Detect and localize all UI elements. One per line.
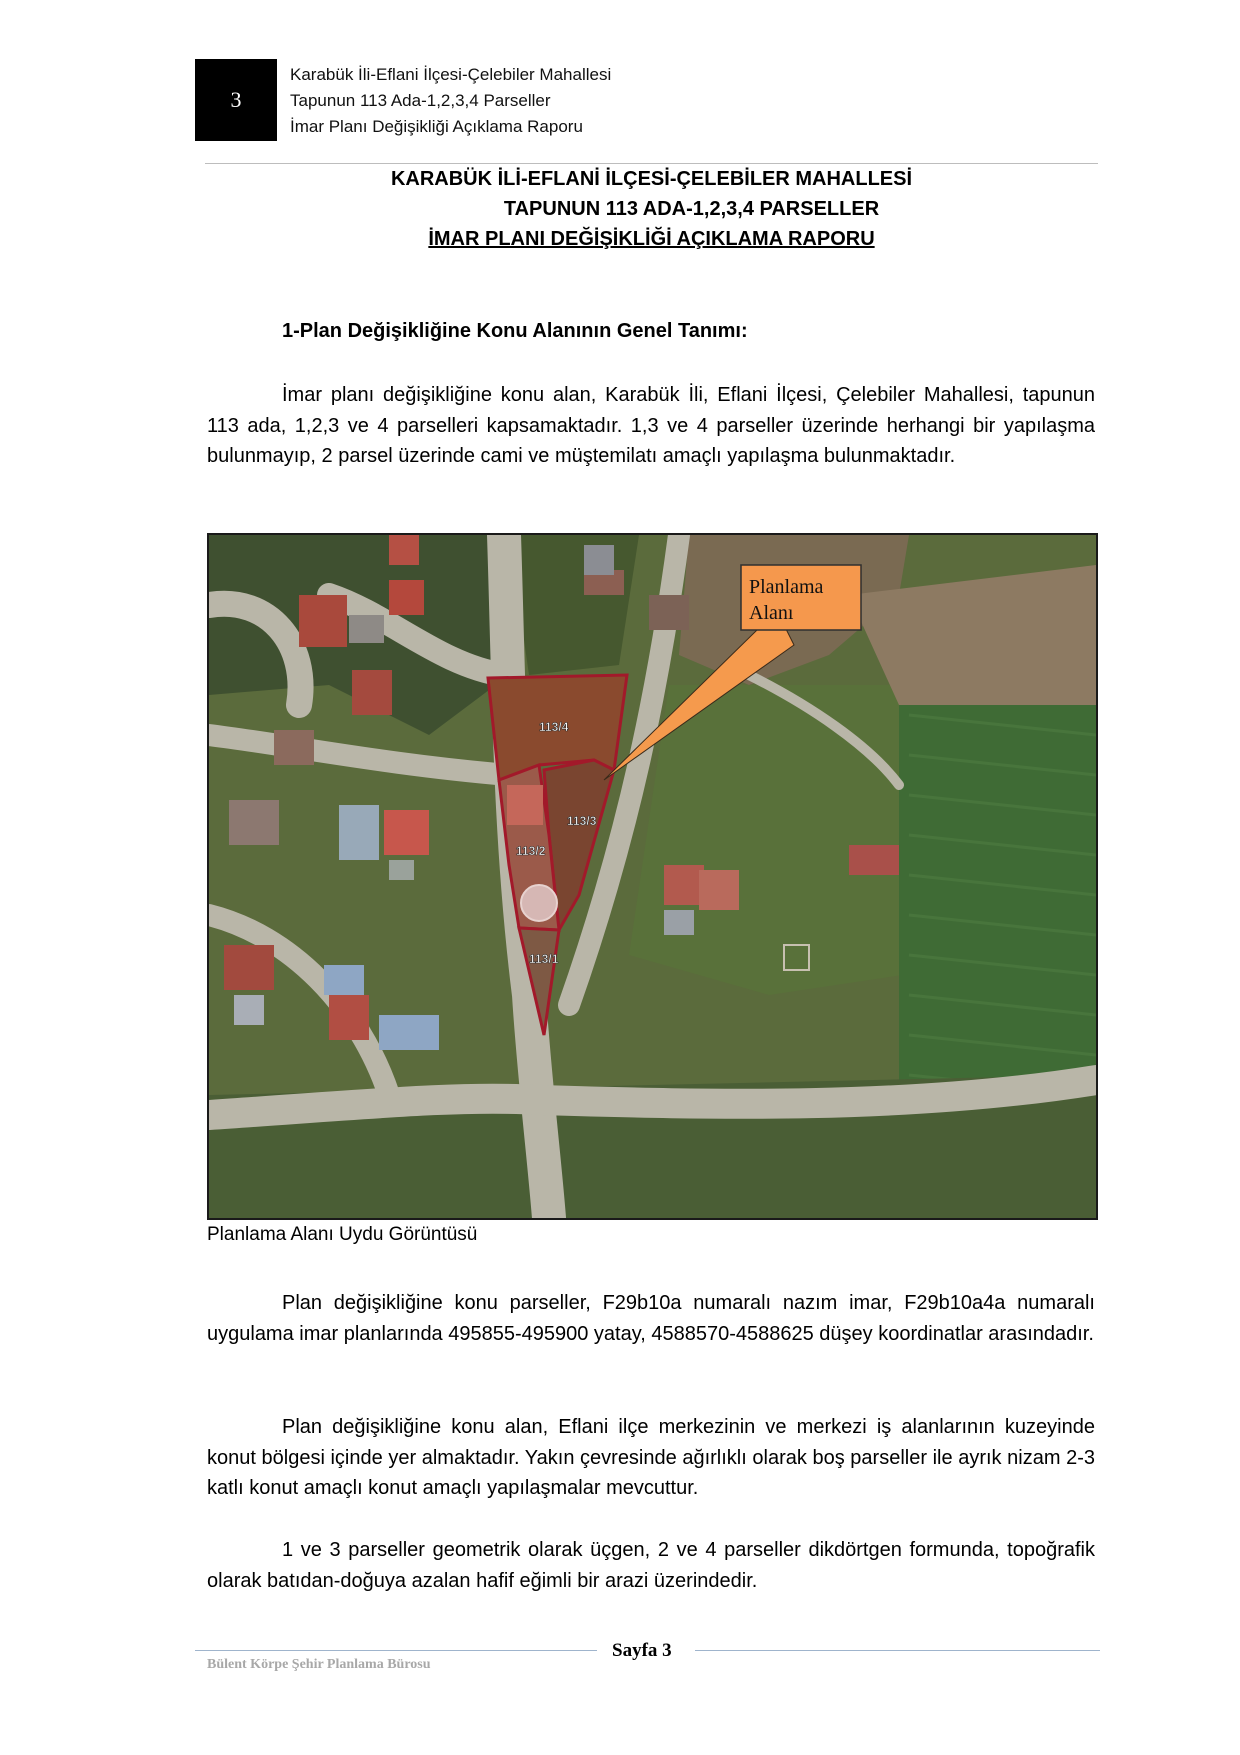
header-line-2: Tapunun 113 Ada-1,2,3,4 Parseller <box>290 91 551 110</box>
figure-caption: Planlama Alanı Uydu Görüntüsü <box>207 1224 478 1245</box>
parcel-label-113-4: 113/4 <box>539 720 569 734</box>
header-page-number: 3 <box>195 59 277 141</box>
callout-label-line-1: Planlama <box>749 576 824 598</box>
header-title-block <box>290 62 611 140</box>
satellite-image <box>207 533 1098 1220</box>
document-title-line-2: TAPUNUN 113 ADA-1,2,3,4 PARSELLER <box>503 198 880 220</box>
parcel-label-113-1: 113/1 <box>529 952 559 966</box>
parcel-label-113-3: 113/3 <box>567 814 597 828</box>
mosque-dome <box>521 885 557 921</box>
callout-label-line-2: Alanı <box>749 602 794 624</box>
paragraph-2: Plan değişikliğine konu parseller, F29b10a numaralı nazım imar, F29b10a4a numaralı uygulama imar planlarında 495855-495900 yatay, 4588570-4588625 düşey koordinatlar arasındadır. <box>207 1292 1095 1345</box>
document-title-line-3-text: İMAR PLANI DEĞİŞİKLİĞİ AÇIKLAMA RAPORU <box>428 228 875 250</box>
paragraph-1: İmar planı değişikliğine konu alan, Karabük İli, Eflani İlçesi, Çelebiler Mahallesi, tapunun 113 ada, 1,2,3 ve 4 parselleri kapsamaktadır. 1,3 ve 4 parseller üzerinde herhangi bir yapılaşma bulunmayıp, 2 parsel üzerinde cami ve müştemilatı amaçlı yapılaşma bulunmaktadır. <box>207 384 1095 467</box>
footer-page-label: Sayfa 3 <box>612 1640 672 1661</box>
paragraph-4: 1 ve 3 parseller geometrik olarak üçgen, 2 ve 4 parseller dikdörtgen formunda, topoğrafik olarak batıdan-doğuya azalan hafif eğimli bir arazi üzerindedir. <box>207 1539 1095 1592</box>
footer-office-name: Bülent Körpe Şehir Planlama Bürosu <box>207 1657 431 1672</box>
document-title-line-3 <box>205 228 1098 251</box>
header-line-1: Karabük İli-Eflani İlçesi-Çelebiler Mahallesi <box>290 65 612 84</box>
tree-cover-north <box>509 535 639 675</box>
mosque-building-roof <box>507 785 543 825</box>
footer-divider-right <box>695 1650 1100 1651</box>
parcel-label-113-2: 113/2 <box>516 844 546 858</box>
header-line-3: İmar Planı Değişikliği Açıklama Raporu <box>290 117 583 136</box>
paragraph-3: Plan değişikliğine konu alan, Eflani ilçe merkezinin ve merkezi iş alanlarının kuzeyinde konut bölgesi içinde yer almaktadır. Yakın çevresinde ağırlıklı olarak boş parseller ile ayrık nizam 2-3 katlı konut amaçlı konut amaçlı yapılaşmalar mevcuttur. <box>207 1416 1095 1499</box>
document-title-line-1: KARABÜK İLİ-EFLANİ İLÇESİ-ÇELEBİLER MAHALLESİ <box>390 168 913 190</box>
footer-divider-left <box>195 1650 597 1651</box>
header-divider <box>205 163 1098 164</box>
section-heading: 1-Plan Değişikliğine Konu Alanının Genel Tanımı: <box>282 320 748 342</box>
